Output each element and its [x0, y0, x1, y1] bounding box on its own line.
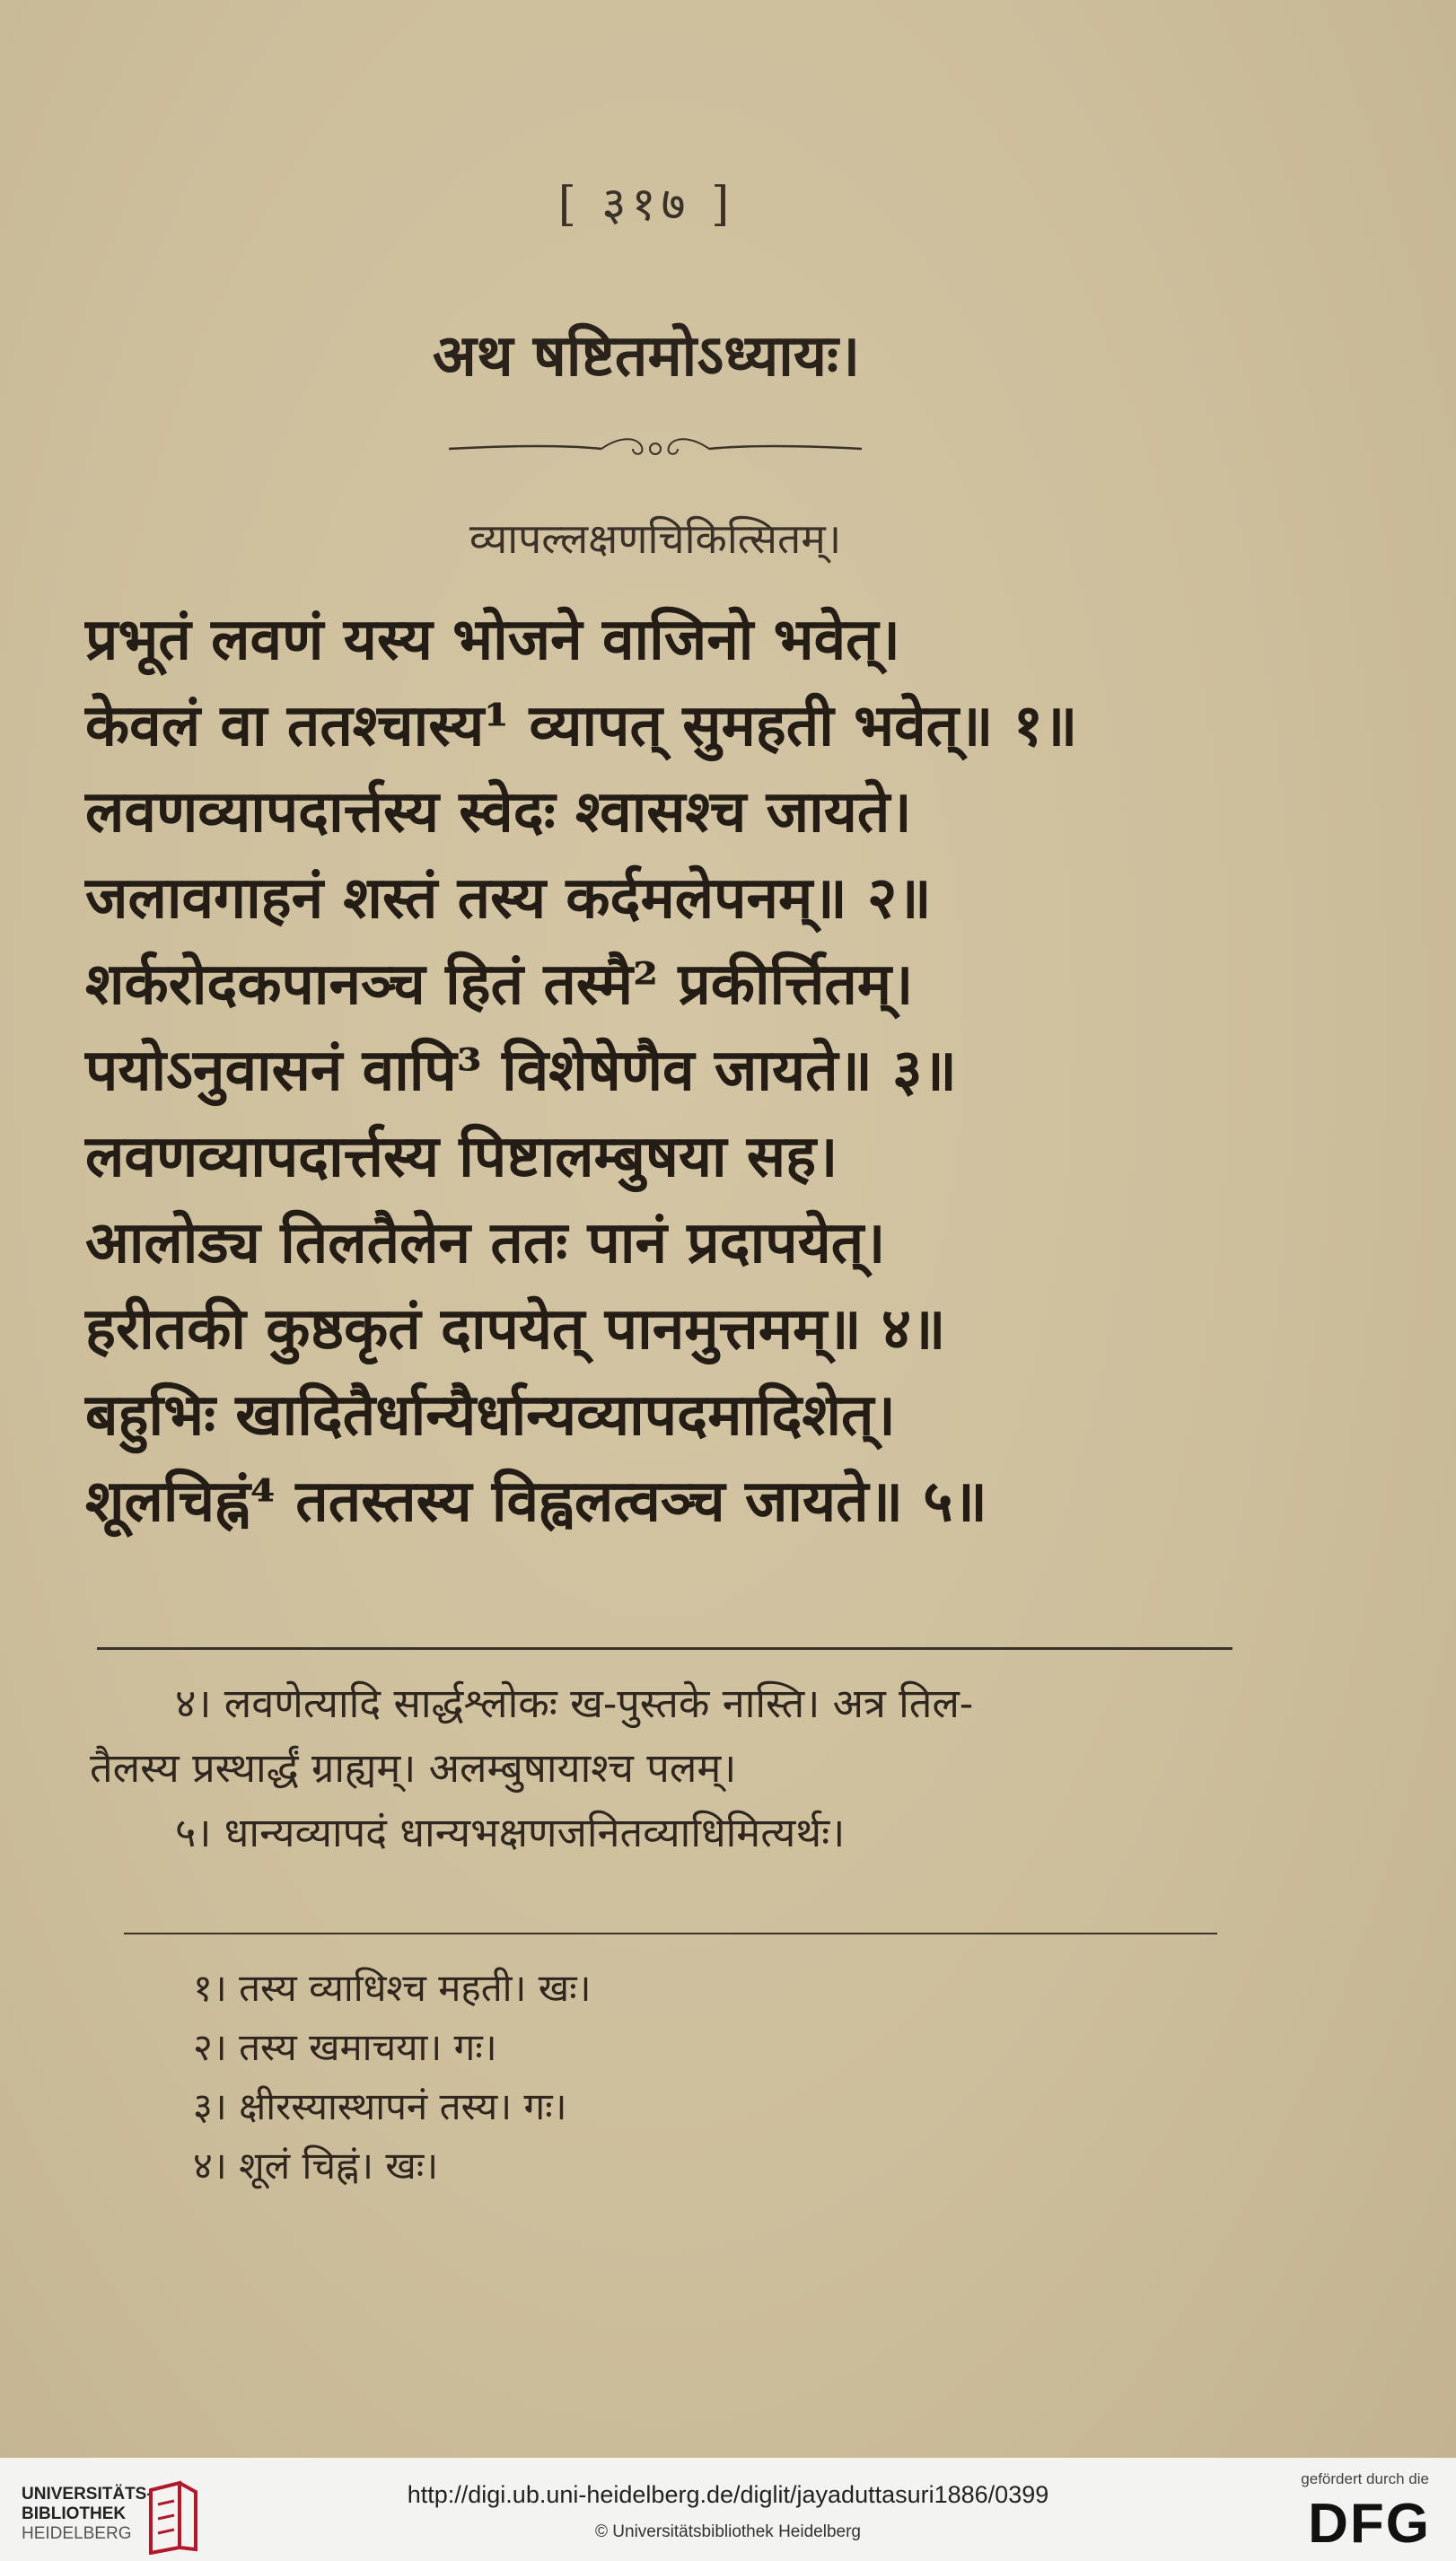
institution-line: UNIVERSITÄTS-	[22, 2485, 153, 2504]
source-link[interactable]: http://digi.ub.uni-heidelberg.de/diglit/jayaduttasuri1886/0399	[407, 2481, 1049, 2508]
ornament-divider	[449, 429, 862, 469]
verse-block	[85, 597, 1270, 1545]
verse-line: आलोड्य तिलतैलेन ततः पानं प्रदापयेत्।	[85, 1209, 886, 1276]
verse-line: शूलचिह्नं⁴ ततस्तस्य विह्वलत्वञ्च जायते॥ ५॥	[85, 1468, 987, 1535]
footnotes-block	[193, 1959, 1091, 2196]
verse-line: लवणव्यापदार्त्तस्य पिष्टालम्बुषया सह।	[85, 1123, 838, 1190]
page-number: [ ३१७ ]	[557, 178, 735, 232]
footnote: १। तस्य व्याधिश्च महती। खः।	[193, 1966, 592, 2010]
institution-line: BIBLIOTHEK	[22, 2504, 127, 2523]
footnote: ३। क्षीरस्यास्थापनं तस्य। गः।	[193, 2084, 567, 2128]
commentary-line: तैलस्य प्रस्थार्द्धं ग्राह्यम्। अलम्बुषायाश्च पलम्।	[90, 1744, 737, 1792]
copyright-notice: © Universitätsbibliothek Heidelberg	[595, 2522, 861, 2541]
verse-line: हरीतकी कुष्ठकृतं दापयेत् पानमुत्तमम्॥ ४॥	[85, 1295, 946, 1363]
verse-line: शर्करोदकपानञ्च हितं तस्मै² प्रकीर्त्तितम्।	[85, 951, 914, 1018]
verse-line: लवणव्यापदार्त्तस्य स्वेदः श्वासश्च जायते।	[85, 778, 912, 846]
commentary-block	[90, 1671, 1248, 1865]
dfg-logo: DFG	[1308, 2493, 1431, 2555]
footnote: २। तस्य खमाचया। गः।	[193, 2025, 497, 2069]
divider-rule	[97, 1647, 1232, 1650]
verse-line: प्रभूतं लवणं यस्य भोजने वाजिनो भवेत्।	[85, 606, 900, 673]
verse-line: जलावगाहनं शस्तं तस्य कर्दमलेपनम्॥ २॥	[85, 864, 932, 932]
footnote: ४। शूलं चिह्नं। खः।	[193, 2144, 439, 2188]
verse-line: पयोऽनुवासनं वापि³ विशेषेणैव जायते॥ ३॥	[85, 1037, 957, 1104]
commentary-line: ४। लवणेत्यादि सार्द्धश्लोकः ख-पुस्तके नास्ति। अत्र तिल-	[175, 1680, 974, 1727]
verse-line: बहुभिः खादितैर्धान्यैर्धान्यव्यापदमादिशेत्।	[85, 1381, 896, 1449]
commentary-line: ५। धान्यव्यापदं धान्यभक्षणजनितव्याधिमित्यर्थः।	[175, 1809, 846, 1856]
funding-note: gefördert durch die	[1301, 2470, 1429, 2487]
institution-line: HEIDELBERG	[22, 2524, 132, 2543]
divider-rule	[124, 1933, 1217, 1934]
section-title: व्यापल्लक्षणचिकित्सितम्।	[469, 514, 842, 563]
library-banner	[0, 2458, 1456, 2561]
chapter-title: अथ षष्टितमोऽध्यायः।	[432, 322, 861, 390]
verse-line: केवलं वा ततश्चास्य¹ व्यापत् सुमहती भवेत्॥ १॥	[85, 692, 1078, 759]
